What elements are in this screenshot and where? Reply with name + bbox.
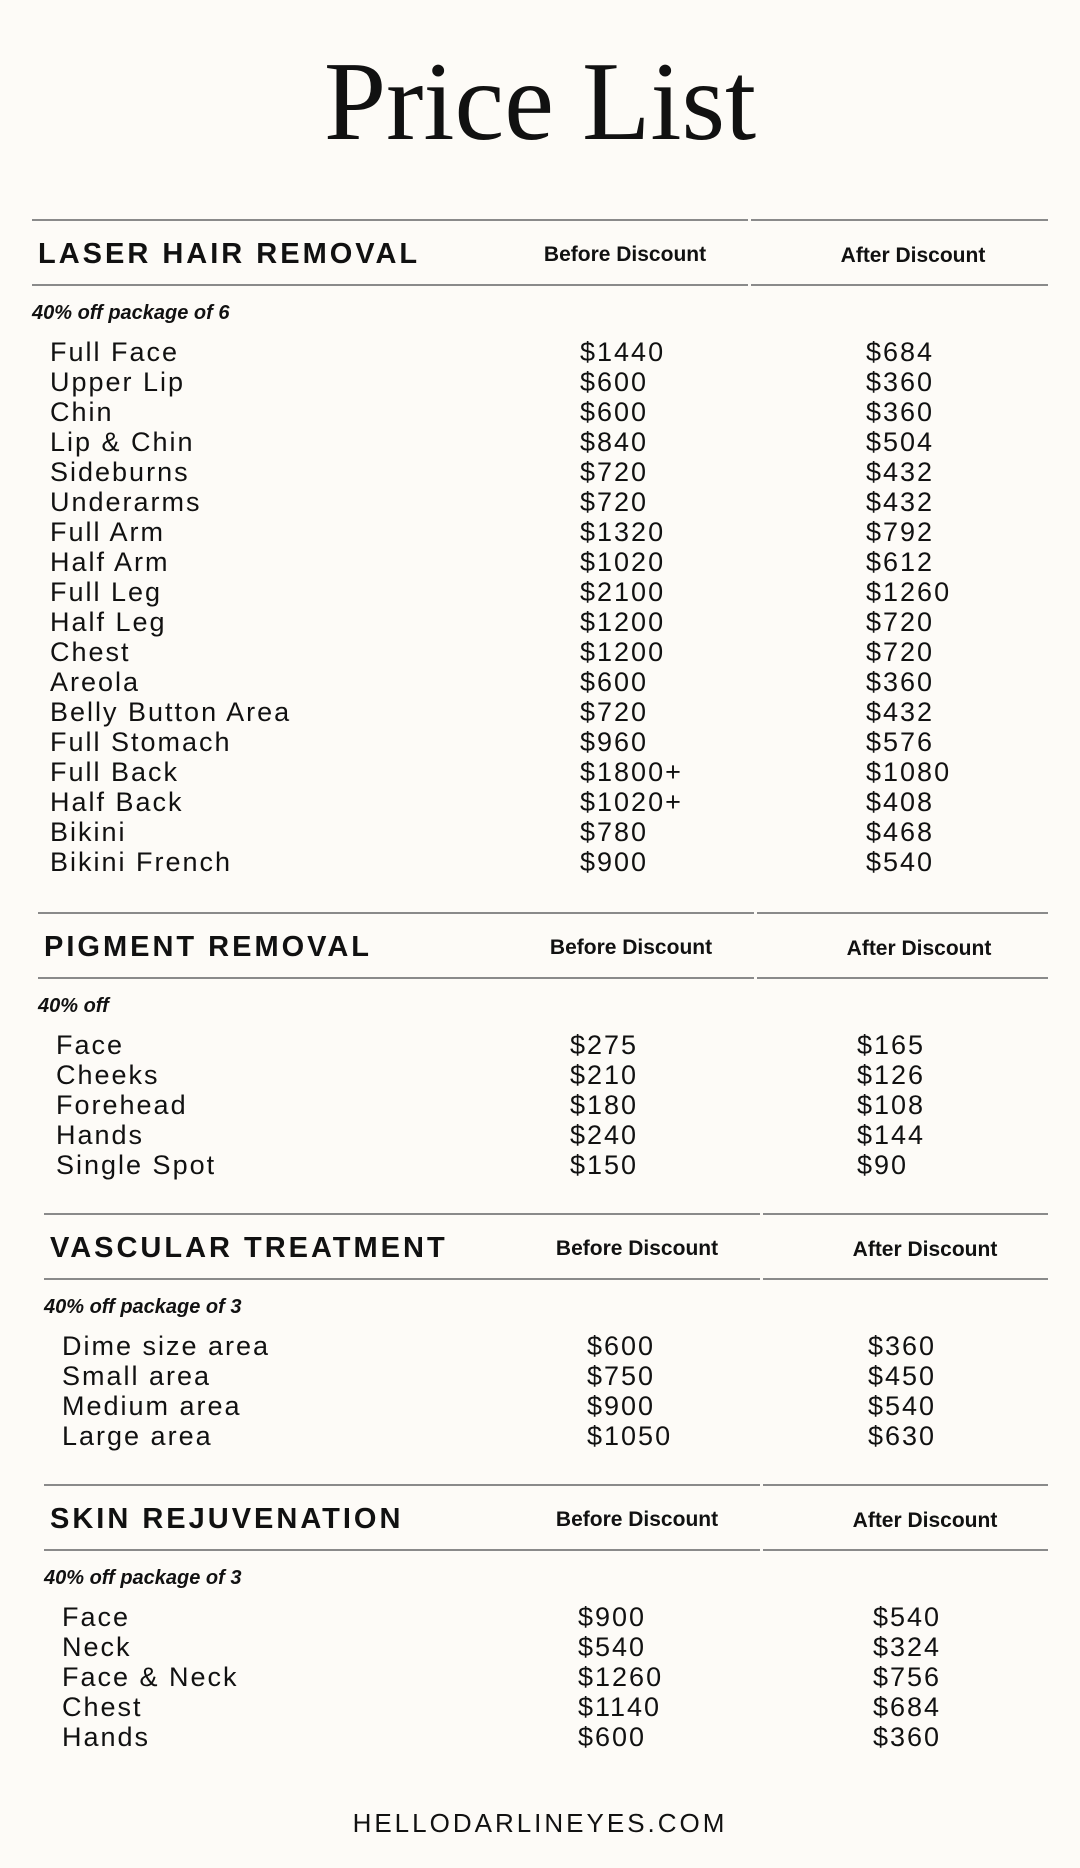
price-row [0,1421,1080,1451]
price-row [0,427,1080,457]
treatment-name: Full Arm [50,517,166,547]
treatment-name: Face [62,1602,131,1632]
price-row [0,727,1080,757]
price-before-discount: $240 [570,1120,639,1150]
price-row [0,1662,1080,1692]
price-before-discount: $600 [580,367,649,397]
section-top-divider [44,1484,760,1486]
treatment-name: Belly Button Area [50,697,292,727]
price-row [0,787,1080,817]
price-rows [0,1331,1080,1451]
price-before-discount: $600 [580,397,649,427]
section-top-divider [32,219,748,221]
price-before-discount: $780 [580,817,649,847]
section-bottom-divider [32,284,748,286]
price-before-discount: $1200 [580,607,666,637]
price-after-discount: $684 [873,1692,942,1722]
price-before-discount: $180 [570,1090,639,1120]
treatment-name: Underarms [50,487,202,517]
price-after-discount: $504 [866,427,935,457]
price-after-discount: $144 [857,1120,926,1150]
price-row [0,1722,1080,1752]
price-row [0,1150,1080,1180]
price-row [0,757,1080,787]
treatment-name: Upper Lip [50,367,186,397]
price-rows [0,337,1080,877]
price-after-discount: $165 [857,1030,926,1060]
treatment-name: Small area [62,1361,212,1391]
price-before-discount: $840 [580,427,649,457]
price-row [0,1060,1080,1090]
price-row [0,517,1080,547]
price-after-discount: $360 [866,397,935,427]
price-after-discount: $126 [857,1060,926,1090]
price-row [0,1090,1080,1120]
treatment-name: Lip & Chin [50,427,195,457]
price-before-discount: $540 [578,1632,647,1662]
before-discount-header: Before Discount [555,1237,719,1260]
section-top-divider [44,1213,760,1215]
price-after-discount: $756 [873,1662,942,1692]
treatment-name: Half Arm [50,547,170,577]
price-row [0,1361,1080,1391]
section-bottom-divider [44,1278,760,1280]
price-before-discount: $210 [570,1060,639,1090]
price-row [0,847,1080,877]
price-after-discount: $576 [866,727,935,757]
price-after-discount: $432 [866,457,935,487]
treatment-name: Single Spot [56,1150,217,1180]
price-before-discount: $1320 [580,517,666,547]
price-after-discount: $1080 [866,757,952,787]
price-row [0,1602,1080,1632]
price-before-discount: $600 [580,667,649,697]
page-title: Price List [323,40,757,164]
treatment-name: Full Face [50,337,180,367]
price-before-discount: $600 [578,1722,647,1752]
treatment-name: Chest [50,637,131,667]
price-after-discount: $360 [866,667,935,697]
section-bottom-divider [38,977,754,979]
section-bottom-divider [751,284,1048,286]
section-top-divider [757,912,1048,914]
section-title: LASER HAIR REMOVAL [38,238,421,270]
price-row [0,367,1080,397]
price-after-discount: $360 [868,1331,937,1361]
after-discount-header: After Discount [852,1238,998,1261]
website-footer: HELLODARLINEYES.COM [352,1808,728,1838]
section-bottom-divider [763,1549,1048,1551]
price-before-discount: $1260 [578,1662,664,1692]
section-bottom-divider [44,1549,760,1551]
price-before-discount: $1440 [580,337,666,367]
price-row [0,607,1080,637]
price-after-discount: $540 [873,1602,942,1632]
price-row [0,1030,1080,1060]
discount-note: 40% off package of 6 [32,302,230,324]
treatment-name: Full Leg [50,577,163,607]
price-before-discount: $150 [570,1150,639,1180]
price-row [0,457,1080,487]
treatment-name: Full Back [50,757,180,787]
price-before-discount: $1140 [578,1692,662,1722]
price-row [0,397,1080,427]
price-before-discount: $720 [580,457,649,487]
price-before-discount: $2100 [580,577,666,607]
treatment-name: Large area [62,1421,213,1451]
price-after-discount: $108 [857,1090,926,1120]
section-bottom-divider [757,977,1048,979]
treatment-name: Medium area [62,1391,242,1421]
price-before-discount: $275 [570,1030,639,1060]
price-after-discount: $720 [866,607,935,637]
treatment-name: Half Leg [50,607,167,637]
price-row [0,1692,1080,1722]
treatment-name: Bikini French [50,847,233,877]
price-row [0,1331,1080,1361]
treatment-name: Face [56,1030,125,1060]
section-bottom-divider [763,1278,1048,1280]
section-top-divider [751,219,1048,221]
price-row [0,547,1080,577]
price-before-discount: $900 [587,1391,656,1421]
section-title: VASCULAR TREATMENT [50,1232,448,1264]
price-row [0,1632,1080,1662]
price-before-discount: $720 [580,487,649,517]
price-row [0,487,1080,517]
price-row [0,1120,1080,1150]
price-row [0,667,1080,697]
before-discount-header: Before Discount [543,243,707,266]
treatment-name: Sideburns [50,457,190,487]
discount-note: 40% off package of 3 [44,1567,242,1589]
after-discount-header: After Discount [852,1509,998,1532]
price-after-discount: $90 [857,1150,909,1180]
price-after-discount: $612 [866,547,935,577]
price-row [0,817,1080,847]
after-discount-header: After Discount [840,244,986,267]
price-row [0,1391,1080,1421]
treatment-name: Cheeks [56,1060,160,1090]
price-after-discount: $324 [873,1632,942,1662]
before-discount-header: Before Discount [549,936,713,959]
after-discount-header: After Discount [846,937,992,960]
price-row [0,637,1080,667]
treatment-name: Chin [50,397,114,427]
section-top-divider [763,1213,1048,1215]
price-after-discount: $360 [873,1722,942,1752]
treatment-name: Areola [50,667,141,697]
section-title: PIGMENT REMOVAL [44,931,373,963]
treatment-name: Dime size area [62,1331,271,1361]
treatment-name: Face & Neck [62,1662,239,1692]
price-before-discount: $750 [587,1361,656,1391]
section-title: SKIN REJUVENATION [50,1503,404,1535]
price-before-discount: $900 [580,847,649,877]
price-rows [0,1030,1080,1180]
treatment-name: Full Stomach [50,727,232,757]
price-after-discount: $1260 [866,577,952,607]
section-top-divider [763,1484,1048,1486]
price-after-discount: $630 [868,1421,937,1451]
price-before-discount: $900 [578,1602,647,1632]
before-discount-header: Before Discount [555,1508,719,1531]
price-after-discount: $540 [866,847,935,877]
price-before-discount: $960 [580,727,649,757]
section-top-divider [38,912,754,914]
treatment-name: Forehead [56,1090,188,1120]
price-after-discount: $432 [866,697,935,727]
price-after-discount: $720 [866,637,935,667]
price-before-discount: $1200 [580,637,666,667]
discount-note: 40% off [38,995,109,1017]
price-before-discount: $720 [580,697,649,727]
treatment-name: Hands [56,1120,145,1150]
price-after-discount: $408 [866,787,935,817]
discount-note: 40% off package of 3 [44,1296,242,1318]
treatment-name: Chest [62,1692,143,1722]
price-after-discount: $360 [866,367,935,397]
price-after-discount: $450 [868,1361,937,1391]
price-after-discount: $468 [866,817,935,847]
treatment-name: Half Back [50,787,184,817]
price-before-discount: $1050 [587,1421,673,1451]
price-after-discount: $684 [866,337,935,367]
price-row [0,337,1080,367]
price-rows [0,1602,1080,1752]
treatment-name: Bikini [50,817,127,847]
price-before-discount: $1800+ [580,757,683,787]
treatment-name: Hands [62,1722,151,1752]
price-row [0,577,1080,607]
price-after-discount: $540 [868,1391,937,1421]
price-after-discount: $792 [866,517,935,547]
price-after-discount: $432 [866,487,935,517]
price-before-discount: $1020 [580,547,666,577]
price-before-discount: $600 [587,1331,656,1361]
price-row [0,697,1080,727]
treatment-name: Neck [62,1632,132,1662]
price-before-discount: $1020+ [580,787,683,817]
